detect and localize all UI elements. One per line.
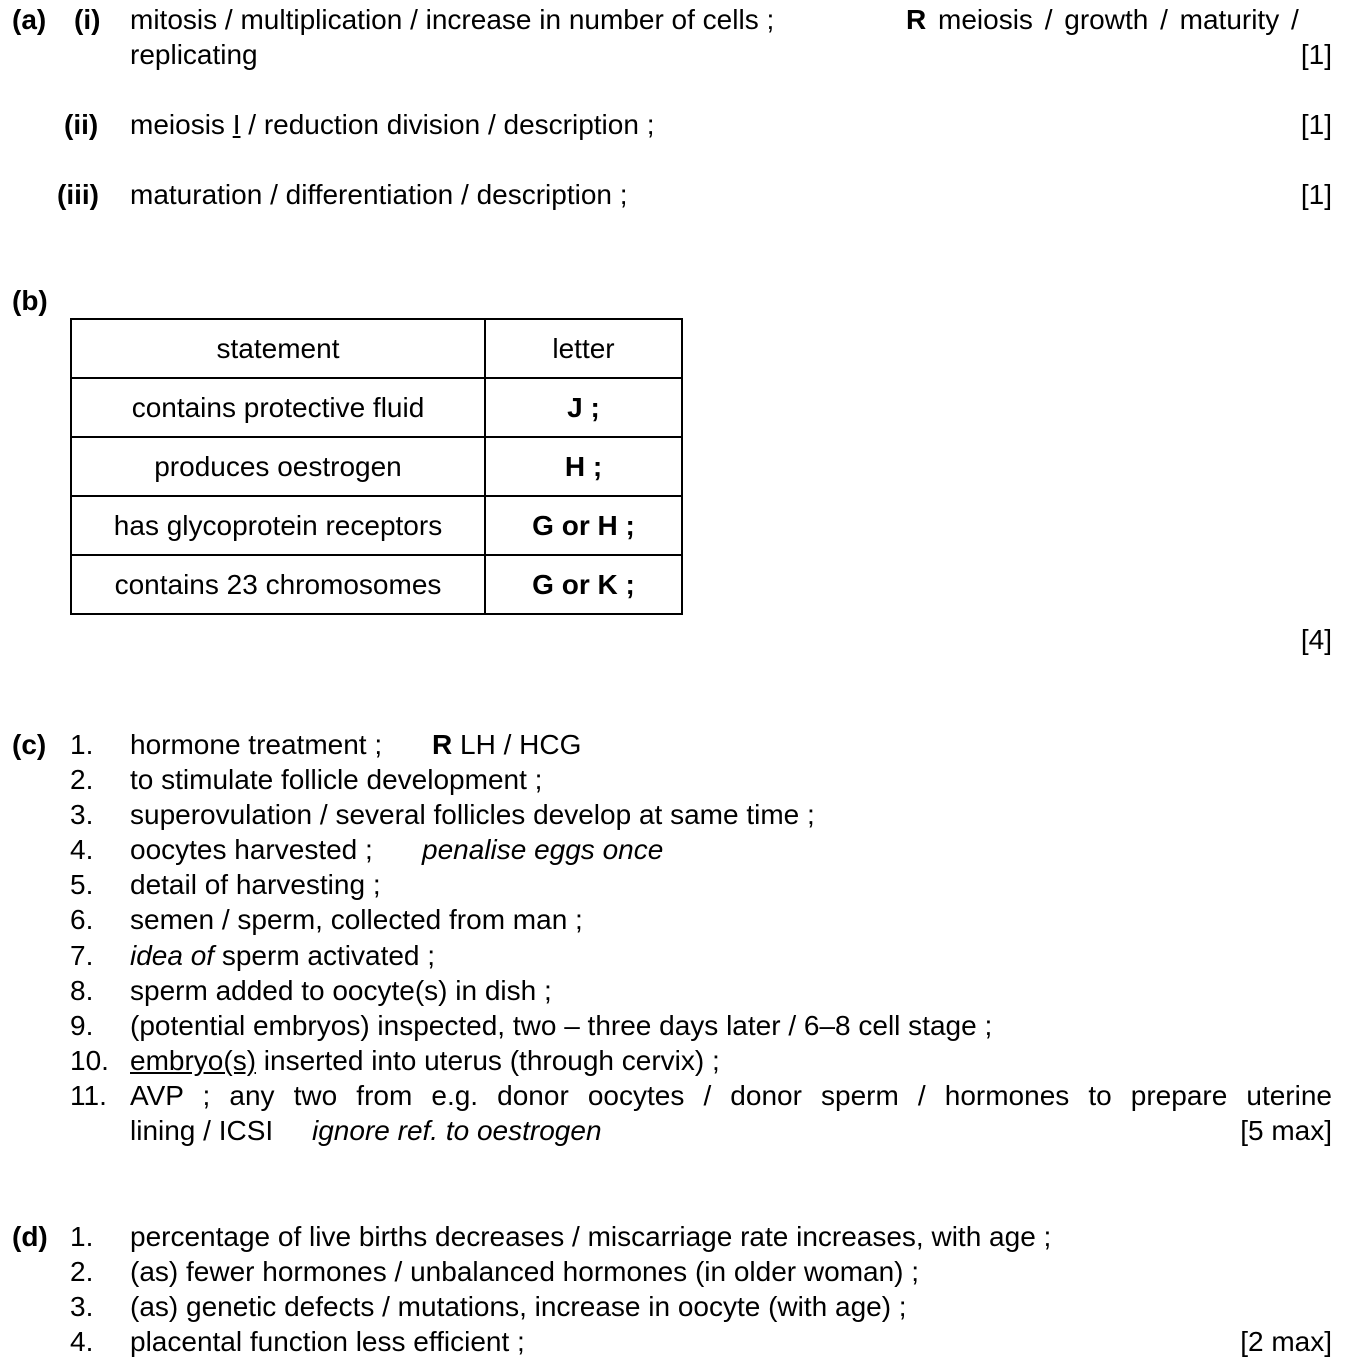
part-a-iii-mark: [1] [1300, 179, 1332, 210]
list-item: hormone treatment ; [130, 729, 383, 760]
part-a-label: (a) [12, 4, 47, 35]
list-item: semen / sperm, collected from man ; [130, 904, 583, 935]
list-item-number: 4. [70, 1326, 94, 1357]
part-a-ii-number: (ii) [64, 109, 99, 140]
list-item-number: 3. [70, 799, 94, 830]
part-a-i-number: (i) [74, 4, 101, 35]
letter-cell: J ; [485, 378, 682, 437]
list-item: oocytes harvested ; [130, 834, 373, 865]
list-item-number: 2. [70, 1256, 94, 1287]
part-a-i-answer-cont: replicating [130, 39, 258, 70]
part-b-mark: [4] [1300, 624, 1332, 655]
part-a-i-reject: R meiosis / growth / maturity / [906, 4, 1299, 35]
list-item: detail of harvesting ; [130, 869, 381, 900]
part-c-mark: [5 max] [1240, 1115, 1332, 1146]
table-header-row [71, 319, 682, 378]
header-statement: statement [71, 319, 485, 378]
list-item-number: 9. [70, 1010, 94, 1041]
list-item-number: 10. [70, 1045, 109, 1076]
list-item: percentage of live births decreases / miscarriage rate increases, with age ; [130, 1221, 1052, 1252]
letter-cell: G or H ; [485, 496, 682, 555]
list-item-number: 3. [70, 1291, 94, 1322]
statement-letter-table [70, 318, 683, 615]
part-d-label: (d) [12, 1221, 48, 1252]
list-item: (as) fewer hormones / unbalanced hormones (in older woman) ; [130, 1256, 920, 1287]
table-row [71, 378, 682, 437]
list-item-number: 11. [70, 1080, 107, 1111]
part-a-i-answer: mitosis / multiplication / increase in number of cells ; [130, 4, 775, 35]
list-item-cont: lining / ICSI [130, 1115, 274, 1146]
statement-cell: produces oestrogen [71, 437, 485, 496]
table-row [71, 555, 682, 614]
header-letter: letter [485, 319, 682, 378]
part-a-ii-mark: [1] [1300, 109, 1332, 140]
part-b-label: (b) [12, 285, 48, 316]
list-item: AVP ; any two from e.g. donor oocytes / donor sperm / hormones to prepare uterine [130, 1080, 1332, 1111]
list-item-number: 7. [70, 940, 94, 971]
part-a-i-mark: [1] [1300, 39, 1332, 70]
list-item-number: 5. [70, 869, 94, 900]
part-a-ii-answer: meiosis I / reduction division / description ; [130, 109, 655, 140]
part-a-iii-answer: maturation / differentiation / description ; [130, 179, 628, 210]
list-item: embryo(s) inserted into uterus (through cervix) ; [130, 1045, 720, 1076]
statement-cell: has glycoprotein receptors [71, 496, 485, 555]
list-item-number: 2. [70, 764, 94, 795]
list-item: (as) genetic defects / mutations, increase in oocyte (with age) ; [130, 1291, 907, 1322]
statement-cell: contains 23 chromosomes [71, 555, 485, 614]
letter-cell: G or K ; [485, 555, 682, 614]
list-item-reject: R LH / HCG [432, 729, 582, 760]
letter-cell: H ; [485, 437, 682, 496]
list-item: to stimulate follicle development ; [130, 764, 543, 795]
list-item: idea of sperm activated ; [130, 940, 436, 971]
list-item-number: 4. [70, 834, 94, 865]
list-item-note: ignore ref. to oestrogen [312, 1115, 602, 1146]
part-d-mark: [2 max] [1240, 1326, 1332, 1357]
list-item-number: 1. [70, 1221, 94, 1252]
part-a-iii-number: (iii) [57, 179, 99, 210]
list-item: placental function less efficient ; [130, 1326, 525, 1357]
table-row [71, 437, 682, 496]
list-item: superovulation / several follicles develop at same time ; [130, 799, 815, 830]
statement-cell: contains protective fluid [71, 378, 485, 437]
list-item-number: 6. [70, 904, 94, 935]
part-c-label: (c) [12, 729, 47, 760]
list-item: sperm added to oocyte(s) in dish ; [130, 975, 552, 1006]
list-item-number: 8. [70, 975, 94, 1006]
table-row [71, 496, 682, 555]
list-item-number: 1. [70, 729, 94, 760]
list-item: (potential embryos) inspected, two – three days later / 6–8 cell stage ; [130, 1010, 993, 1041]
list-item-note: penalise eggs once [422, 834, 664, 865]
